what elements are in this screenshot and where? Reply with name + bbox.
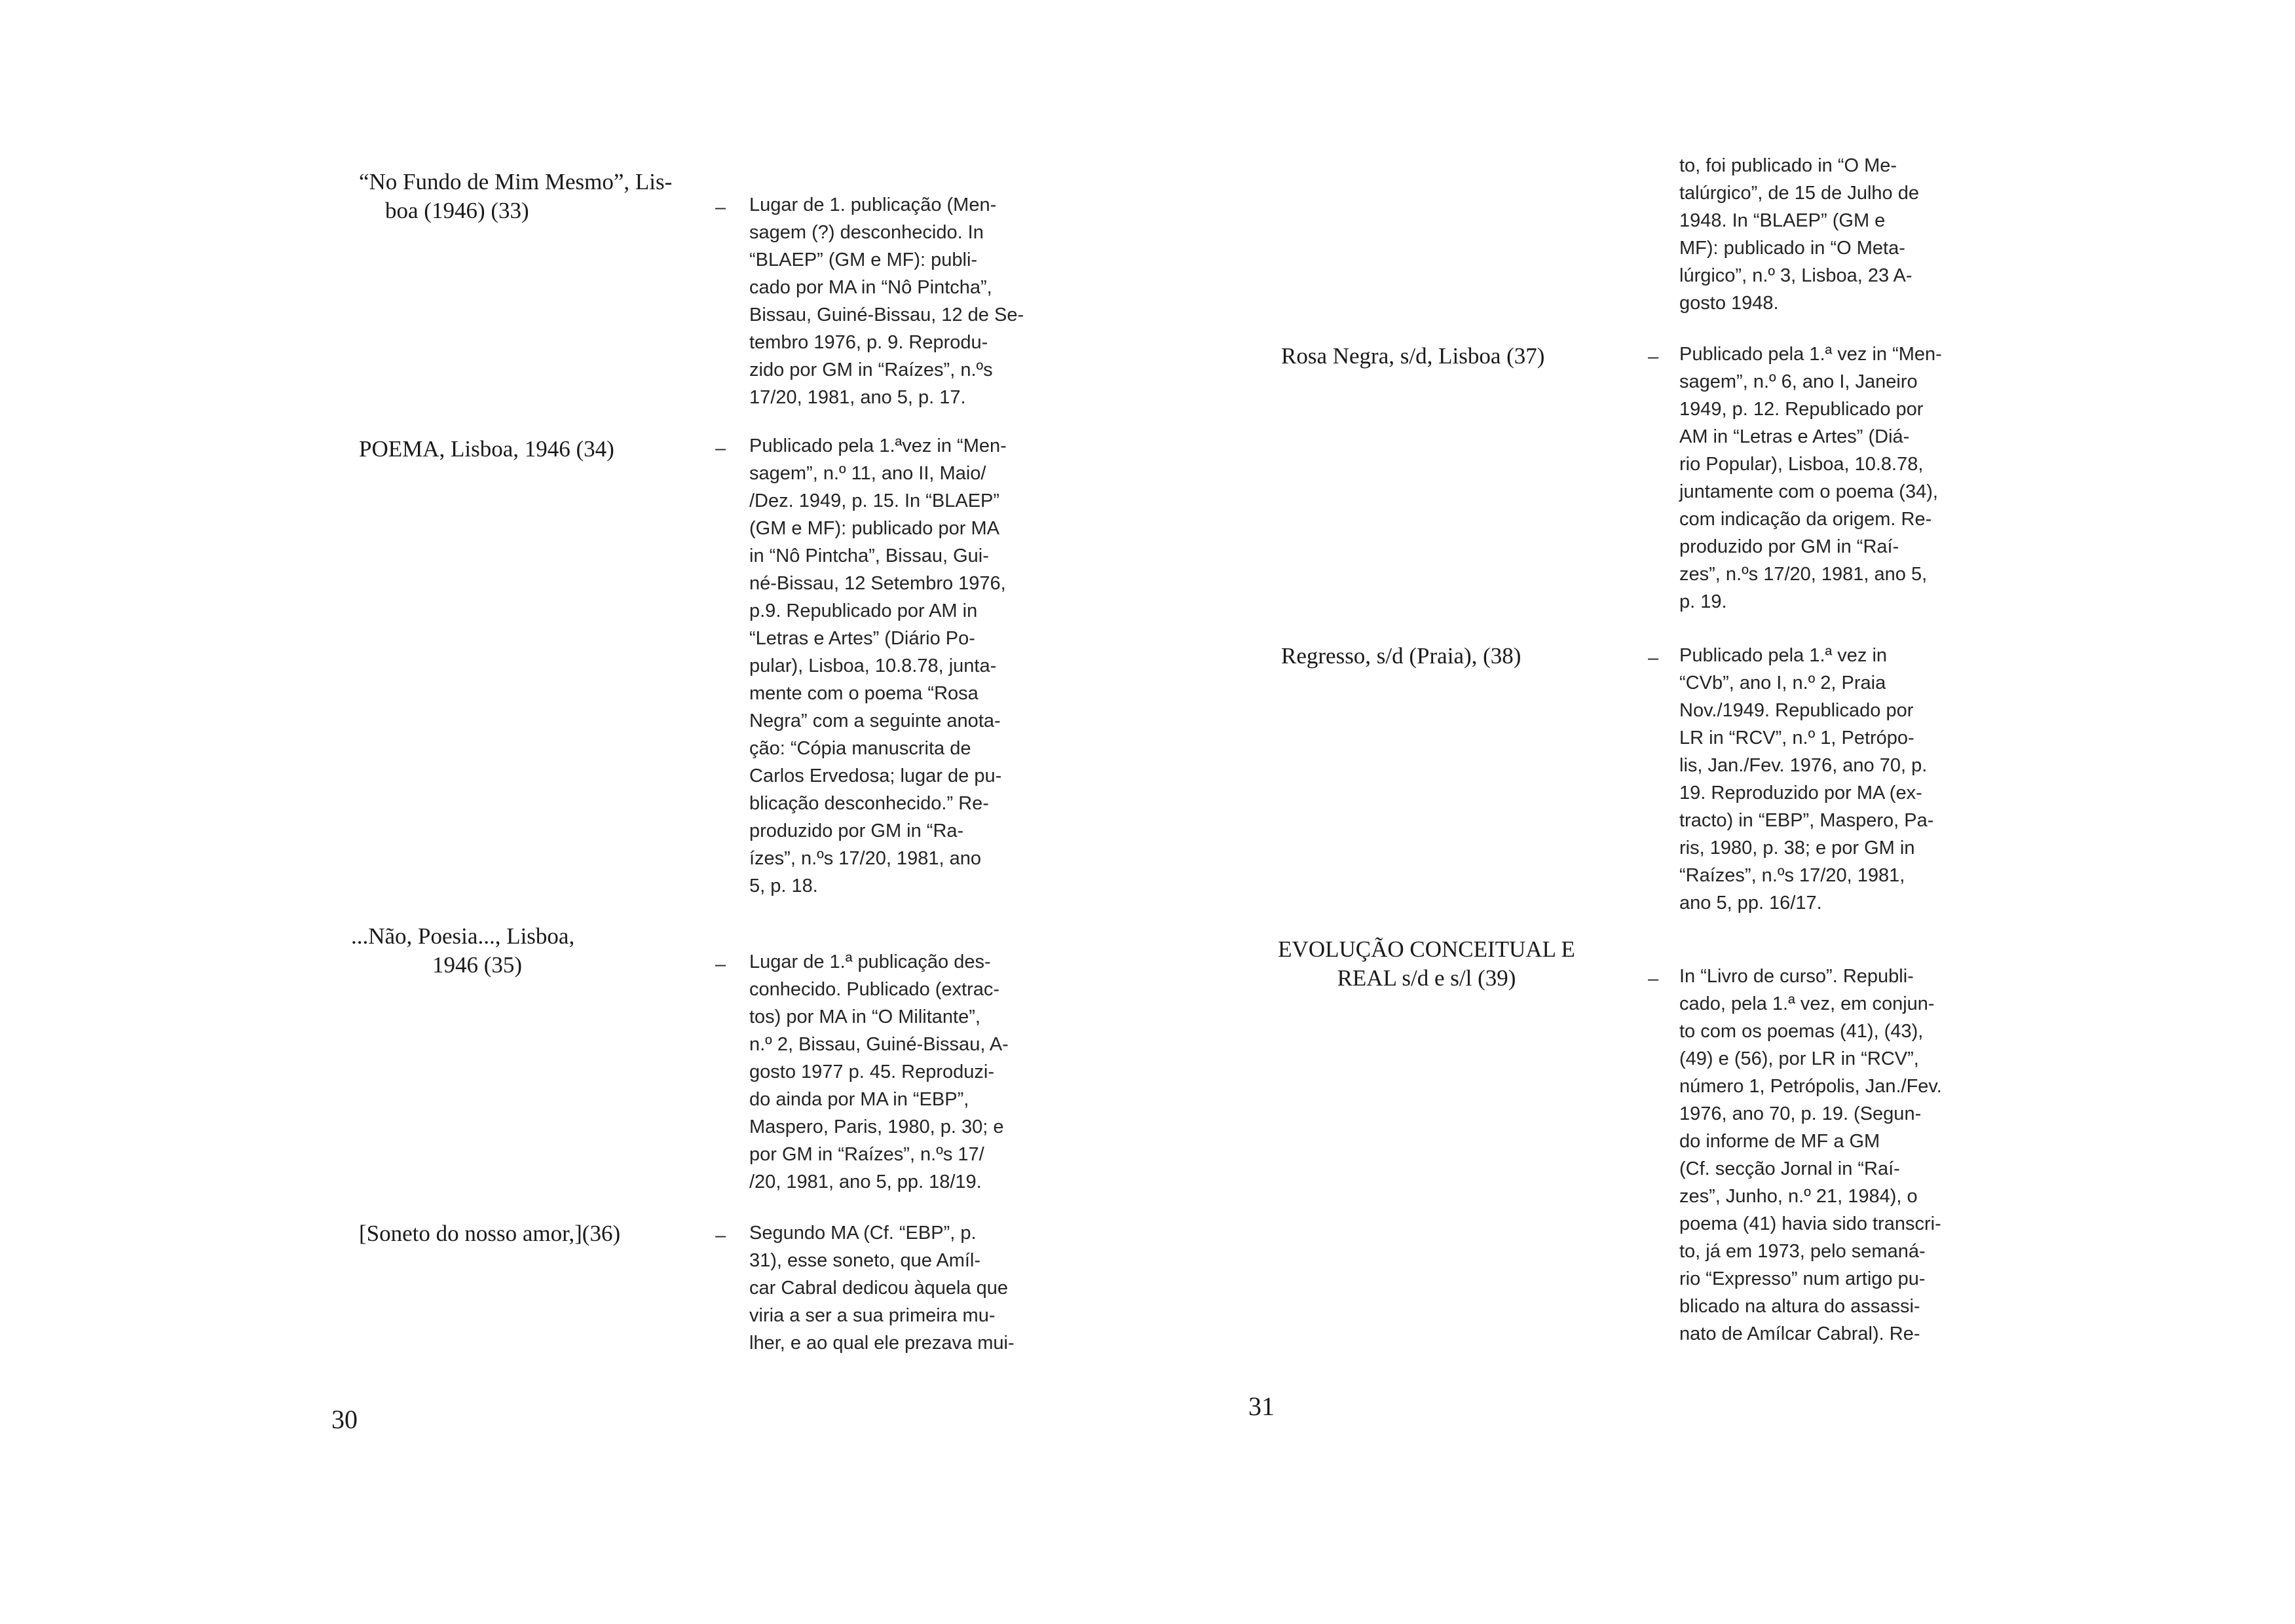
desc-line: tembro 1976, p. 9. Reprodu-	[749, 332, 988, 353]
entry-desc-34	[749, 432, 1051, 900]
desc-line: MF): publicado in “O Meta-	[1679, 238, 1905, 259]
desc-line: 31), esse soneto, que Amíl-	[749, 1250, 981, 1271]
desc-line: sagem (?) desconhecido. In	[749, 222, 984, 243]
desc-line: Nov./1949. Republicado por	[1679, 700, 1914, 721]
desc-line: lis, Jan./Fev. 1976, ano 70, p.	[1679, 755, 1928, 776]
entry-title-37	[1281, 342, 1544, 371]
desc-line: tos) por MA in “O Militante”,	[749, 1006, 980, 1027]
desc-line: juntamente com o poema (34),	[1679, 481, 1938, 502]
desc-line: n.º 2, Bissau, Guiné-Bissau, A-	[749, 1034, 1009, 1055]
desc-line: ção: “Cópia manuscrita de	[749, 738, 971, 759]
desc-line: (GM e MF): publicado por MA	[749, 518, 999, 539]
desc-line: car Cabral dedicou àquela que	[749, 1278, 1008, 1299]
desc-line: LR in “RCV”, n.º 1, Petrópo-	[1679, 728, 1914, 748]
desc-line: zes”, n.ºs 17/20, 1981, ano 5,	[1679, 564, 1928, 585]
entry-dash-38: –	[1648, 648, 1659, 669]
desc-line: in “Nô Pintcha”, Bissau, Gui-	[749, 545, 989, 566]
entry-title-34	[359, 435, 614, 464]
desc-line: Negra” com a seguinte anota-	[749, 710, 1001, 731]
desc-line: AM in “Letras e Artes” (Diá-	[1679, 426, 1910, 447]
entry-desc-37	[1679, 341, 1981, 616]
entry-title-38	[1281, 642, 1521, 671]
desc-line: do ainda por MA in “EBP”,	[749, 1089, 969, 1110]
desc-line: produzido por GM in “Raí-	[1679, 536, 1899, 557]
desc-line: tracto) in “EBP”, Maspero, Pa-	[1679, 810, 1934, 831]
desc-line: rio Popular), Lisboa, 10.8.78,	[1679, 454, 1924, 475]
desc-line: Lugar de 1.ª publicação des-	[749, 951, 991, 972]
desc-line: zido por GM in “Raízes”, n.ºs	[749, 360, 993, 380]
title-line: ...Não, Poesia..., Lisboa,	[351, 923, 575, 949]
desc-line: 5, p. 18.	[749, 876, 818, 896]
entry-desc-35	[749, 948, 1051, 1196]
desc-line: por GM in “Raízes”, n.ºs 17/	[749, 1144, 984, 1165]
title-line: 1946 (35)	[432, 952, 523, 978]
page-number-right: 31	[1248, 1392, 1275, 1421]
desc-line: viria a ser a sua primeira mu-	[749, 1305, 996, 1326]
desc-line: p.9. Republicado por AM in	[749, 600, 978, 621]
desc-line: Bissau, Guiné-Bissau, 12 de Se-	[749, 304, 1024, 325]
entry-dash-36: –	[715, 1225, 726, 1246]
desc-line: to, foi publicado in “O Me-	[1679, 155, 1897, 176]
desc-line: /20, 1981, ano 5, pp. 18/19.	[749, 1172, 982, 1192]
desc-line: 1948. In “BLAEP” (GM e	[1679, 210, 1886, 231]
entry-title-39	[1276, 935, 1577, 993]
entry-dash-33: –	[715, 197, 726, 218]
title-line: Rosa Negra, s/d, Lisboa (37)	[1281, 343, 1545, 369]
title-line: [Soneto do nosso amor,](36)	[359, 1221, 621, 1246]
desc-line: conhecido. Publicado (extrac-	[749, 979, 1000, 1000]
desc-line: mente com o poema “Rosa	[749, 683, 979, 704]
desc-line: sagem”, n.º 6, ano I, Janeiro	[1679, 371, 1918, 392]
desc-line: com indicação da origem. Re-	[1679, 509, 1932, 530]
desc-line: Carlos Ervedosa; lugar de pu-	[749, 766, 1002, 786]
title-line: EVOLUÇÃO CONCEITUAL E	[1278, 936, 1575, 962]
desc-line: número 1, Petrópolis, Jan./Fev.	[1679, 1076, 1942, 1097]
desc-line: to com os poemas (41), (43),	[1679, 1021, 1924, 1042]
desc-line: ris, 1980, p. 38; e por GM in	[1679, 838, 1915, 858]
desc-line: zes”, Junho, n.º 21, 1984), o	[1679, 1186, 1918, 1207]
desc-line: p. 19.	[1679, 591, 1727, 612]
entry-dash-39: –	[1648, 969, 1659, 989]
desc-line: produzido por GM in “Ra-	[749, 821, 964, 841]
desc-line: “Raízes”, n.ºs 17/20, 1981,	[1679, 865, 1905, 886]
desc-line: nato de Amílcar Cabral). Re-	[1679, 1323, 1920, 1344]
desc-line: pular), Lisboa, 10.8.78, junta-	[749, 655, 997, 676]
entry-desc-33	[749, 191, 1051, 411]
entry-desc-39	[1679, 963, 1981, 1348]
desc-line: “Letras e Artes” (Diário Po-	[749, 628, 975, 649]
desc-line: sagem”, n.º 11, ano II, Maio/	[749, 463, 986, 484]
desc-line: 17/20, 1981, ano 5, p. 17.	[749, 387, 966, 408]
desc-line: Lugar de 1. publicação (Men-	[749, 194, 997, 215]
entry-title-36	[359, 1219, 620, 1248]
desc-line: né-Bissau, 12 Setembro 1976,	[749, 573, 1006, 594]
entry-dash-37: –	[1648, 346, 1659, 367]
title-line: “No Fundo de Mim Mesmo”, Lis-	[359, 169, 673, 194]
desc-line: Segundo MA (Cf. “EBP”, p.	[749, 1223, 977, 1244]
desc-line: “CVb”, ano I, n.º 2, Praia	[1679, 673, 1886, 693]
desc-line: rio “Expresso” num artigo pu-	[1679, 1268, 1926, 1289]
desc-line: gosto 1948.	[1679, 293, 1779, 314]
desc-line: poema (41) havia sido transcri-	[1679, 1213, 1941, 1234]
entry-desc-36	[749, 1219, 1051, 1357]
desc-line: ízes”, n.ºs 17/20, 1981, ano	[749, 848, 981, 869]
entry-title-33	[359, 168, 672, 225]
entry-desc-38	[1679, 642, 1981, 917]
title-line: Regresso, s/d (Praia), (38)	[1281, 643, 1521, 669]
desc-line: Publicado pela 1.ª vez in “Men-	[1679, 344, 1942, 365]
desc-line: gosto 1977 p. 45. Reproduzi-	[749, 1061, 995, 1082]
entry-title-35	[351, 922, 574, 980]
desc-line: do informe de MF a GM	[1679, 1131, 1880, 1152]
right-page	[1148, 0, 2295, 1624]
desc-line: “BLAEP” (GM e MF): publi-	[749, 249, 978, 270]
desc-line: /Dez. 1949, p. 15. In “BLAEP”	[749, 490, 1000, 511]
desc-line: to, já em 1973, pelo semaná-	[1679, 1241, 1926, 1262]
title-line: boa (1946) (33)	[385, 198, 529, 223]
desc-line: 1976, ano 70, p. 19. (Segun-	[1679, 1103, 1922, 1124]
title-line: POEMA, Lisboa, 1946 (34)	[359, 436, 614, 462]
entry-dash-34: –	[715, 438, 726, 459]
title-line: REAL s/d e s/l (39)	[1337, 965, 1516, 991]
desc-line: lúrgico”, n.º 3, Lisboa, 23 A-	[1679, 265, 1912, 286]
desc-line: 19. Reproduzido por MA (ex-	[1679, 783, 1922, 803]
page-number-left: 30	[331, 1405, 358, 1434]
desc-line: Publicado pela 1.ª vez in	[1679, 645, 1888, 666]
continuation-text	[1679, 152, 1981, 317]
desc-line: In “Livro de curso”. Republi-	[1679, 966, 1914, 987]
desc-line: 1949, p. 12. Republicado por	[1679, 399, 1924, 420]
desc-line: blicado na altura do assassi-	[1679, 1296, 1920, 1317]
desc-line: talúrgico”, de 15 de Julho de	[1679, 183, 1919, 204]
desc-line: Publicado pela 1.ªvez in “Men-	[749, 435, 1007, 456]
desc-line: (Cf. secção Jornal in “Raí-	[1679, 1158, 1900, 1179]
desc-line: cado, pela 1.ª vez, em conjun-	[1679, 993, 1935, 1014]
desc-line: (49) e (56), por LR in “RCV”,	[1679, 1048, 1919, 1069]
desc-line: cado por MA in “Nô Pintcha”,	[749, 277, 992, 298]
desc-line: ano 5, pp. 16/17.	[1679, 893, 1822, 913]
entry-dash-35: –	[715, 954, 726, 975]
desc-line: blicação desconhecido.” Re-	[749, 793, 989, 814]
desc-line: Maspero, Paris, 1980, p. 30; e	[749, 1116, 1004, 1137]
desc-line: lher, e ao qual ele prezava mui-	[749, 1333, 1015, 1354]
